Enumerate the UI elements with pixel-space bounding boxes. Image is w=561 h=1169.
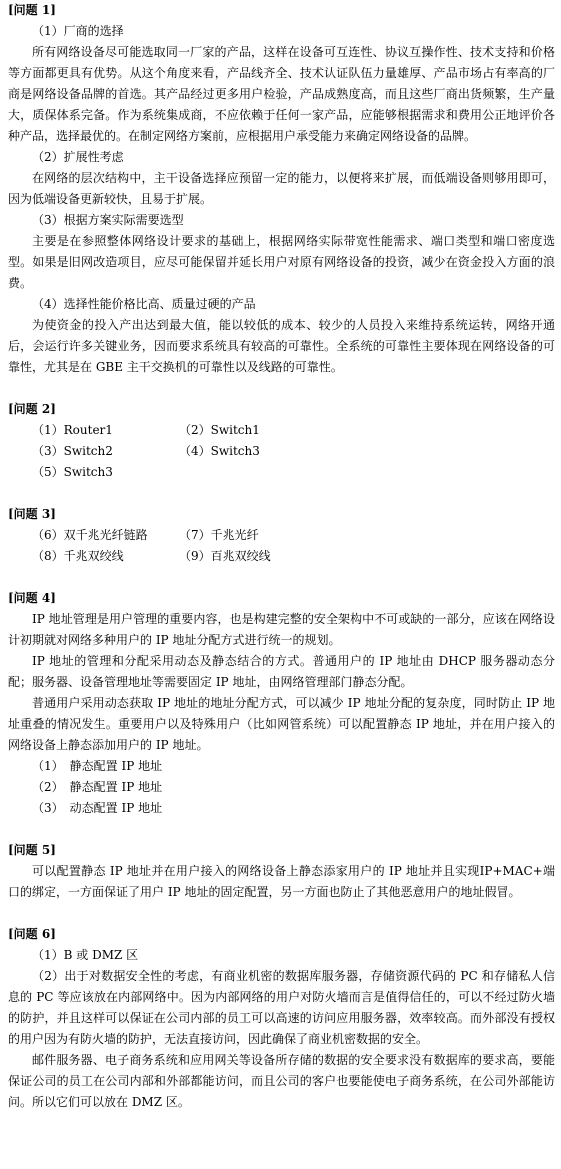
q4-answer-2: （2） 静态配置 IP 地址 <box>32 780 163 794</box>
q3-answer-8: （8）千兆双绞线 <box>32 549 124 563</box>
q2-heading: [问题 2] <box>8 402 56 416</box>
q3-answer-row <box>8 525 555 546</box>
q1-heading: [问题 1] <box>8 3 56 17</box>
q2-answer-4: （4）Switch3 <box>179 444 260 458</box>
q5-paragraph: 可以配置静态 IP 地址并在用户接入的网络设备上静态添家用户的 IP 地址并且实现IP+MAC+端口的绑定，一方面保证了用户 IP 地址的固定配置，另一方面也防止了其他恶意用户的地址假冒。 <box>8 864 555 899</box>
q1-item3-paragraph: 主要是在参照整体网络设计要求的基础上，根据网络实际带宽性能需求、端口类型和端口密度选型。如果是旧网改造项目，应尽可能保留并延长用户对原有网络设备的投资，减少在资金投入方面的浪费。 <box>8 234 555 290</box>
q3-heading: [问题 3] <box>8 507 56 521</box>
q4-paragraph-3: 普通用户采用动态获取 IP 地址的地址分配方式，可以减少 IP 地址分配的复杂度，同时防止 IP 地址重叠的情况发生。重要用户以及特殊用户（比如网管系统）可以配置静态 IP 地址，并在用户接入的网络设备上静态添加用户的 IP 地址。 <box>8 696 555 752</box>
q2-answer-row <box>8 441 555 462</box>
q3-answer-row <box>8 546 555 567</box>
q3-answer-6: （6）双千兆光纤链路 <box>32 528 148 542</box>
q2-answer-2: （2）Switch1 <box>179 423 260 437</box>
q2-answer-1: （1）Router1 <box>32 423 113 437</box>
q1-item1-paragraph: 所有网络设备尽可能选取同一厂家的产品，这样在设备可互连性、协议互操作性、技术支持和价格等方面都更具有优势。从这个角度来看，产品线齐全、技术认证队伍力量雄厚、产品市场占有率高的厂商是网络设备品牌的首选。其产品经过更多用户检验，产品成熟度高，而且这些厂商出货频繁，生产量大，质保体系完备。作为系统集成商，不应依赖于任何一家产品，应能够根据需求和费用公正地评价各种产品，选择最优的。在制定网络方案前，应根据用户承受能力来确定网络设备的品牌。 <box>8 45 555 143</box>
q2-answer-row <box>8 462 555 483</box>
q2-answer-3: （3）Switch2 <box>32 444 113 458</box>
q3-answer-7: （7）千兆光纤 <box>179 528 259 542</box>
q4-paragraph-1: IP 地址管理是用户管理的重要内容，也是构建完整的安全架构中不可或缺的一部分，应该在网络设计初期就对网络多种用户的 IP 地址分配方式进行统一的规划。 <box>8 612 555 647</box>
q4-paragraph-2: IP 地址的管理和分配采用动态及静态结合的方式。普通用户的 IP 地址由 DHCP 服务器动态分配；服务器、设备管理地址等需要固定 IP 地址，由网络管理部门静态分配。 <box>8 654 555 689</box>
q1-item2-title: （2）扩展性考虑 <box>32 150 124 164</box>
answer-document <box>8 0 555 1113</box>
q3-answer-9: （9）百兆双绞线 <box>179 549 271 563</box>
q4-answer-3: （3） 动态配置 IP 地址 <box>32 801 163 815</box>
q6-paragraph-2: 邮件服务器、电子商务系统和应用网关等设备所存储的数据的安全要求没有数据库的要求高，要能保证公司的员工在公司内部和外部都能访问，而且公司的客户也要能使电子商务系统，在公司外部能访问。所以它们可以放在 DMZ 区。 <box>8 1053 555 1109</box>
q6-answer-1: （1）B 或 DMZ 区 <box>32 948 139 962</box>
q5-heading: [问题 5] <box>8 843 56 857</box>
q4-answer-1: （1） 静态配置 IP 地址 <box>32 759 163 773</box>
q6-heading: [问题 6] <box>8 927 56 941</box>
q1-item3-title: （3）根据方案实际需要选型 <box>32 213 184 227</box>
q4-heading: [问题 4] <box>8 591 56 605</box>
q2-answer-5: （5）Switch3 <box>32 465 113 479</box>
q6-paragraph-1: （2）出于对数据安全性的考虑，有商业机密的数据库服务器，存储资源代码的 PC 和存储私人信息的 PC 等应该放在内部网络中。因为内部网络的用户对防火墙而言是值得信任的，可以不经过防火墙的防护，并且这样可以保证在公司内部的员工可以高速的访问应用服务器，效率较高。而外部没有授权的用户因为有防火墙的防护，无法直接访问，因此确保了商业机密数据的安全。 <box>8 969 555 1046</box>
q1-item4-paragraph: 为使资金的投入产出达到最大值，能以较低的成本、较少的人员投入来维持系统运转，网络开通后，会运行许多关键业务，因而要求系统具有较高的可靠性。全系统的可靠性主要体现在网络设备的可靠性，尤其是在 GBE 主干交换机的可靠性以及线路的可靠性。 <box>8 318 555 374</box>
q1-item1-title: （1）厂商的选择 <box>32 24 124 38</box>
q1-item2-paragraph: 在网络的层次结构中，主干设备选择应预留一定的能力，以便将来扩展，而低端设备则够用即可，因为低端设备更新较快，且易于扩展。 <box>8 171 555 206</box>
q1-item4-title: （4）选择性能价格比高、质量过硬的产品 <box>32 297 256 311</box>
q2-answer-row <box>8 420 555 441</box>
